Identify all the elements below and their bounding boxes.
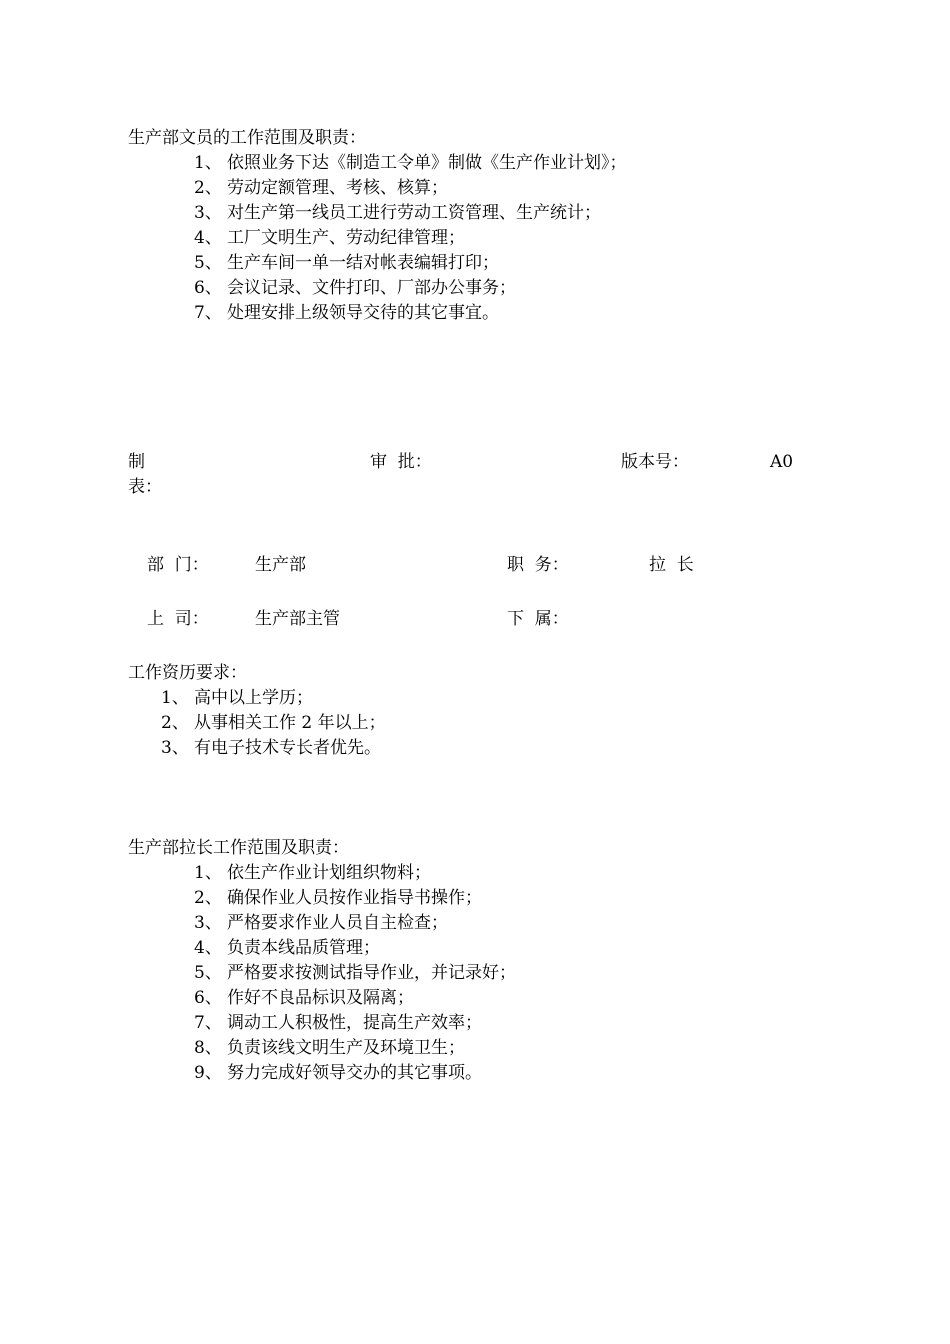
item-text: 调动工人积极性，提高生产效率； bbox=[227, 1013, 482, 1033]
item-number: 4、 bbox=[194, 228, 222, 248]
dept-label: 部 门： bbox=[147, 555, 209, 575]
item-number: 7、 bbox=[194, 303, 222, 323]
list-item bbox=[194, 911, 614, 936]
list-item bbox=[161, 736, 461, 761]
list-item bbox=[194, 1036, 614, 1061]
item-number: 3、 bbox=[161, 738, 189, 758]
list-item bbox=[161, 686, 461, 711]
item-number: 3、 bbox=[194, 913, 222, 933]
item-text: 严格要求按测试指导作业，并记录好； bbox=[227, 963, 516, 983]
item-text: 高中以上学历； bbox=[194, 688, 313, 708]
item-number: 8、 bbox=[194, 1038, 222, 1058]
section3-list bbox=[194, 861, 614, 1086]
item-number: 2、 bbox=[194, 178, 222, 198]
item-number: 9、 bbox=[194, 1063, 222, 1083]
item-text: 严格要求作业人员自主检查； bbox=[227, 913, 448, 933]
section1-list bbox=[194, 151, 714, 326]
item-number: 1、 bbox=[194, 153, 222, 173]
item-text: 努力完成好领导交办的其它事项。 bbox=[227, 1063, 482, 1083]
item-number: 6、 bbox=[194, 278, 222, 298]
version-label: 版本号： bbox=[621, 452, 689, 472]
section3-heading: 生产部拉长工作范围及职责： bbox=[128, 838, 349, 858]
list-item bbox=[194, 986, 614, 1011]
item-text: 确保作业人员按作业指导书操作； bbox=[227, 888, 482, 908]
list-item bbox=[194, 1011, 614, 1036]
section1-heading: 生产部文员的工作范围及职责： bbox=[128, 128, 366, 148]
item-number: 6、 bbox=[194, 988, 222, 1008]
list-item bbox=[194, 936, 614, 961]
subordinate-label: 下 属： bbox=[507, 609, 569, 629]
maker-label: 制 bbox=[128, 452, 145, 472]
list-item bbox=[194, 886, 614, 911]
list-item bbox=[194, 961, 614, 986]
item-text: 依照业务下达《制造工令单》制做《生产作业计划》； bbox=[227, 153, 627, 173]
dept-value: 生产部 bbox=[255, 555, 306, 575]
item-text: 生产车间一单一结对帐表编辑打印； bbox=[227, 253, 499, 273]
list-item bbox=[194, 276, 714, 301]
item-text: 劳动定额管理、考核、核算； bbox=[227, 178, 448, 198]
list-item bbox=[194, 251, 714, 276]
boss-label: 上 司： bbox=[147, 609, 209, 629]
item-number: 3、 bbox=[194, 203, 222, 223]
list-item bbox=[194, 151, 714, 176]
item-number: 4、 bbox=[194, 938, 222, 958]
item-text: 会议记录、文件打印、厂部办公事务； bbox=[227, 278, 516, 298]
item-number: 5、 bbox=[194, 963, 222, 983]
item-text: 对生产第一线员工进行劳动工资管理、生产统计； bbox=[227, 203, 601, 223]
version-value: A0 bbox=[770, 452, 794, 472]
title-value: 拉 长 bbox=[649, 555, 694, 575]
item-number: 5、 bbox=[194, 253, 222, 273]
item-number: 7、 bbox=[194, 1013, 222, 1033]
item-text: 工厂文明生产、劳动纪律管理； bbox=[227, 228, 465, 248]
list-item bbox=[194, 201, 714, 226]
item-number: 2、 bbox=[194, 888, 222, 908]
approve-label: 审 批： bbox=[370, 452, 432, 472]
item-number: 1、 bbox=[194, 863, 222, 883]
title-label: 职 务： bbox=[507, 555, 569, 575]
list-item bbox=[194, 1061, 614, 1086]
section2-heading: 工作资历要求： bbox=[128, 663, 247, 683]
section2-list bbox=[161, 686, 461, 761]
item-text: 处理安排上级领导交待的其它事宜。 bbox=[227, 303, 499, 323]
list-item bbox=[161, 711, 461, 736]
item-number: 1、 bbox=[161, 688, 189, 708]
maker-label-cont: 表： bbox=[128, 477, 162, 497]
boss-value: 生产部主管 bbox=[255, 609, 340, 629]
list-item bbox=[194, 226, 714, 251]
list-item bbox=[194, 176, 714, 201]
list-item bbox=[194, 861, 614, 886]
list-item bbox=[194, 301, 714, 326]
item-number: 2、 bbox=[161, 713, 189, 733]
item-text: 负责该线文明生产及环境卫生； bbox=[227, 1038, 465, 1058]
item-text: 从事相关工作 2 年以上； bbox=[194, 713, 386, 733]
item-text: 作好不良品标识及隔离； bbox=[227, 988, 414, 1008]
item-text: 依生产作业计划组织物料； bbox=[227, 863, 431, 883]
item-text: 有电子技术专长者优先。 bbox=[194, 738, 381, 758]
item-text: 负责本线品质管理； bbox=[227, 938, 380, 958]
